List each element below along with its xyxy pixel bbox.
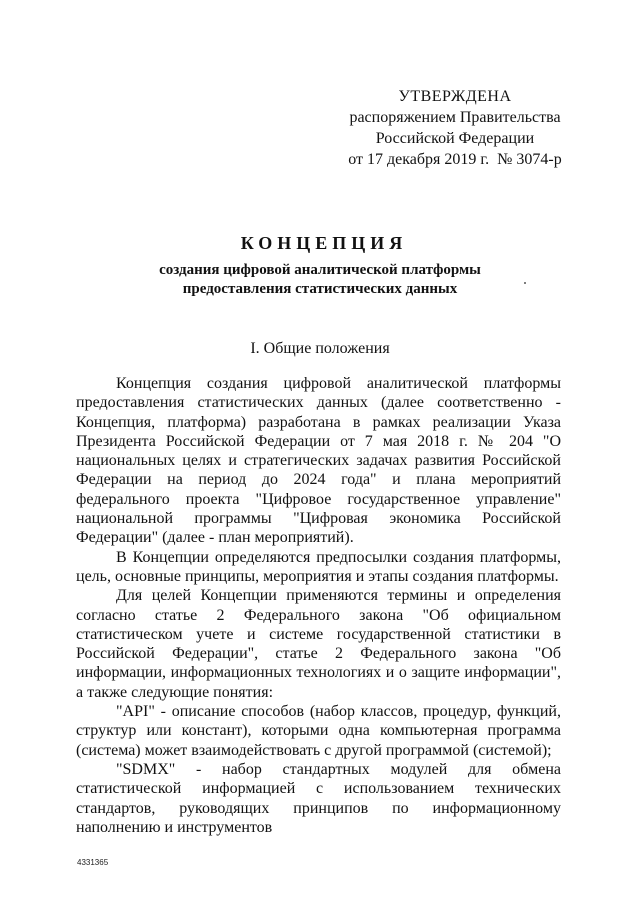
paragraph: "API" - описание способов (набор классов, процедур, функций, структур или констант), которыми одна компьютерная программа (система) может взаимодействовать с другой программой (системой); xyxy=(76,703,561,759)
section-heading: I. Общие положения xyxy=(250,340,390,357)
document-number: 4331365 xyxy=(77,858,109,867)
body-text xyxy=(76,374,561,837)
paragraph: В Концепции определяются предпосылки создания платформы, цель, основные принципы, мероприятия и этапы создания платформы. xyxy=(76,548,561,585)
approval-heading: УТВЕРЖДЕНА xyxy=(398,88,512,105)
paragraph: Концепция создания цифровой аналитической платформы предоставления статистических данных (далее соответственно - Концепция, платформа) разработана в рамках реализации Указа Президента Российской Федерации от 7 мая 2018 г. № 204 "О национальных целях и стратегических задачах развития Российской Федерации на период до 2024 года" и плана мероприятий федерального проекта "Цифровое государственное управление" национальной программы "Цифровая экономика Российской Федерации" (далее - план мероприятий). xyxy=(76,375,561,547)
document-subtitle xyxy=(0,261,640,299)
paragraph: "SDMX" - набор стандартных модулей для обмена статистической информацией с использованием технических стандартов, руководящих принципов по информационному наполнению и инструментов xyxy=(76,760,561,836)
paragraph: Для целей Концепции применяются термины и определения согласно статье 2 Федерального закона "Об официальном статистическом учете и системе государственной статистики в Российской Федерации", статье 2 Федерального закона "Об информации, информационных технологиях и о защите информации", а также следующие понятия: xyxy=(76,587,561,701)
document-title: КОНЦЕПЦИЯ xyxy=(240,233,408,253)
approval-line-federation: Российской Федерации xyxy=(375,130,535,147)
approval-block xyxy=(330,86,580,170)
approval-line-government: распоряжением Правительства xyxy=(349,109,561,126)
approval-date-line: от 17 декабря 2019 г. № 3074-р xyxy=(348,151,562,168)
subtitle-line-1: создания цифровой аналитической платформы xyxy=(159,262,481,278)
scan-speck xyxy=(524,282,526,284)
subtitle-line-2: предоставления статистических данных xyxy=(182,281,458,297)
